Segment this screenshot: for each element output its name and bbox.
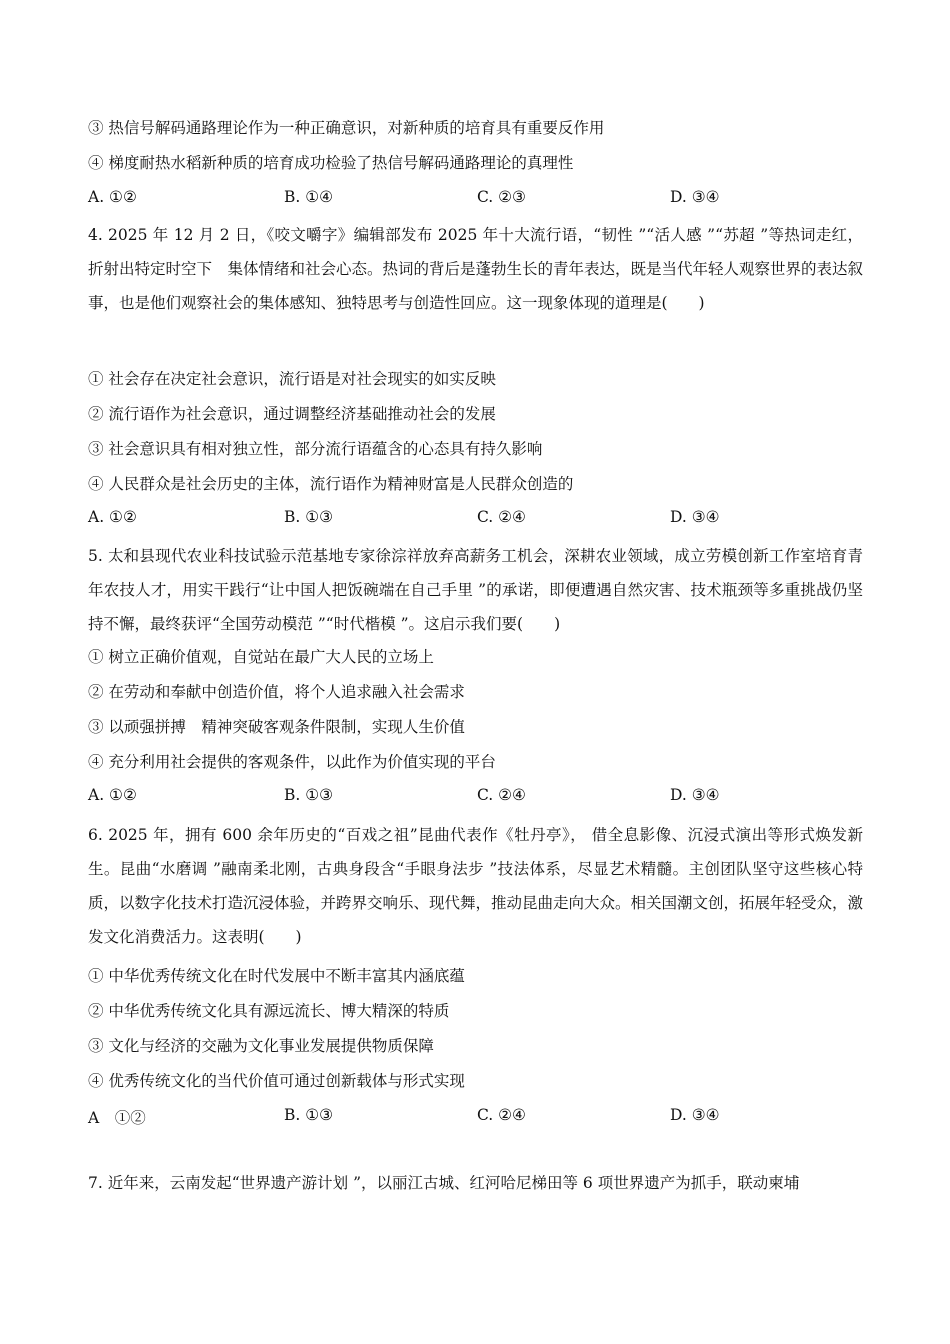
q3-choice-a[interactable]: A. ①② xyxy=(88,188,137,206)
q3-choices xyxy=(88,188,868,212)
q5-choice-b[interactable]: B. ①③ xyxy=(284,786,334,804)
q4-choice-d[interactable]: D. ③④ xyxy=(670,508,720,526)
q4-choice-c[interactable]: C. ②④ xyxy=(477,508,526,526)
q7-stem: 7. 近年来，云南发起“世界遗产游计划 ”，以丽江古城、红河哈尼梯田等 6 项世界遗产为抓手，联动柬埔 xyxy=(88,1174,800,1192)
q4-option-4: ④ 人民群众是社会历史的主体，流行语作为精神财富是人民群众创造的 xyxy=(88,475,574,493)
q6-choice-a[interactable]: A ①② xyxy=(88,1109,146,1127)
q6-option-4: ④ 优秀传统文化的当代价值可通过创新载体与形式实现 xyxy=(88,1072,465,1090)
q5-option-4: ④ 充分利用社会提供的客观条件，以此作为价值实现的平台 xyxy=(88,753,496,771)
q3-option-4: ④ 梯度耐热水稻新种质的培育成功检验了热信号解码通路理论的真理性 xyxy=(88,154,574,172)
q6-choices xyxy=(88,1106,868,1130)
q3-choice-b[interactable]: B. ①④ xyxy=(284,188,334,206)
q4-choice-b[interactable]: B. ①③ xyxy=(284,508,334,526)
q4-option-3: ③ 社会意识具有相对独立性，部分流行语蕴含的心态具有持久影响 xyxy=(88,440,543,458)
q5-option-3: ③ 以顽强拼搏 精神突破客观条件限制，实现人生价值 xyxy=(88,718,465,736)
q4-option-2: ② 流行语作为社会意识，通过调整经济基础推动社会的发展 xyxy=(88,405,496,423)
q3-choice-d[interactable]: D. ③④ xyxy=(670,188,720,206)
q6-choice-c[interactable]: C. ②④ xyxy=(477,1106,526,1124)
q4-option-1: ① 社会存在决定社会意识，流行语是对社会现实的如实反映 xyxy=(88,370,496,388)
q5-option-1: ① 树立正确价值观，自觉站在最广大人民的立场上 xyxy=(88,648,434,666)
q6-stem: 6. 2025 年，拥有 600 余年历史的“百戏之祖”昆曲代表作《牡丹亭》， 借全息影像、沉浸式演出等形式焕发新生。昆曲“水磨调 ”融南柔北刚，古典身段含“手眼身法步 ”技法体系，尽显艺术精髓。主创团队坚守这些核心特质，以数字化技术打造沉浸体验，并跨界交响乐、现代舞，推动昆曲走向大众。相关国潮文创，拓展年轻受众，激发文化消费活力。这表明( ) xyxy=(88,826,864,946)
q6-option-2: ② 中华优秀传统文化具有源远流长、博大精深的特质 xyxy=(88,1002,450,1020)
q4-choice-a[interactable]: A. ①② xyxy=(88,508,137,526)
q3-choice-c[interactable]: C. ②③ xyxy=(477,188,526,206)
q4-choices xyxy=(88,508,868,532)
q5-choice-d[interactable]: D. ③④ xyxy=(670,786,720,804)
q6-option-1: ① 中华优秀传统文化在时代发展中不断丰富其内涵底蕴 xyxy=(88,967,465,985)
q5-choices xyxy=(88,786,868,810)
q4-stem: 4. 2025 年 12 月 2 日，《咬文嚼字》编辑部发布 2025 年十大流行语，“韧性 ”“活人感 ”“苏超 ”等热词走红，折射出特定时空下 集体情绪和社会心态。热词的背后是蓬勃生长的青年表达，既是当代年轻人观察世界的表达叙事，也是他们观察社会的集体感知、独特思考与创造性回应。这一现象体现的道理是( ) xyxy=(88,226,864,312)
q5-choice-c[interactable]: C. ②④ xyxy=(477,786,526,804)
q5-stem: 5. 太和县现代农业科技试验示范基地专家徐淙祥放弃高薪务工机会，深耕农业领域，成立劳模创新工作室培育青年农技人才，用实干践行“让中国人把饭碗端在自己手里 ”的承诺，即便遭遇自然灾害、技术瓶颈等多重挑战仍坚持不懈，最终获评“全国劳动模范 ”“时代楷模 ”。这启示我们要( ) xyxy=(88,547,863,633)
q3-option-3: ③ 热信号解码通路理论作为一种正确意识，对新种质的培育具有重要反作用 xyxy=(88,119,605,137)
q6-option-3: ③ 文化与经济的交融为文化事业发展提供物质保障 xyxy=(88,1037,434,1055)
q6-choice-d[interactable]: D. ③④ xyxy=(670,1106,720,1124)
q5-option-2: ② 在劳动和奉献中创造价值，将个人追求融入社会需求 xyxy=(88,683,465,701)
q5-choice-a[interactable]: A. ①② xyxy=(88,786,137,804)
q6-choice-b[interactable]: B. ①③ xyxy=(284,1106,334,1124)
